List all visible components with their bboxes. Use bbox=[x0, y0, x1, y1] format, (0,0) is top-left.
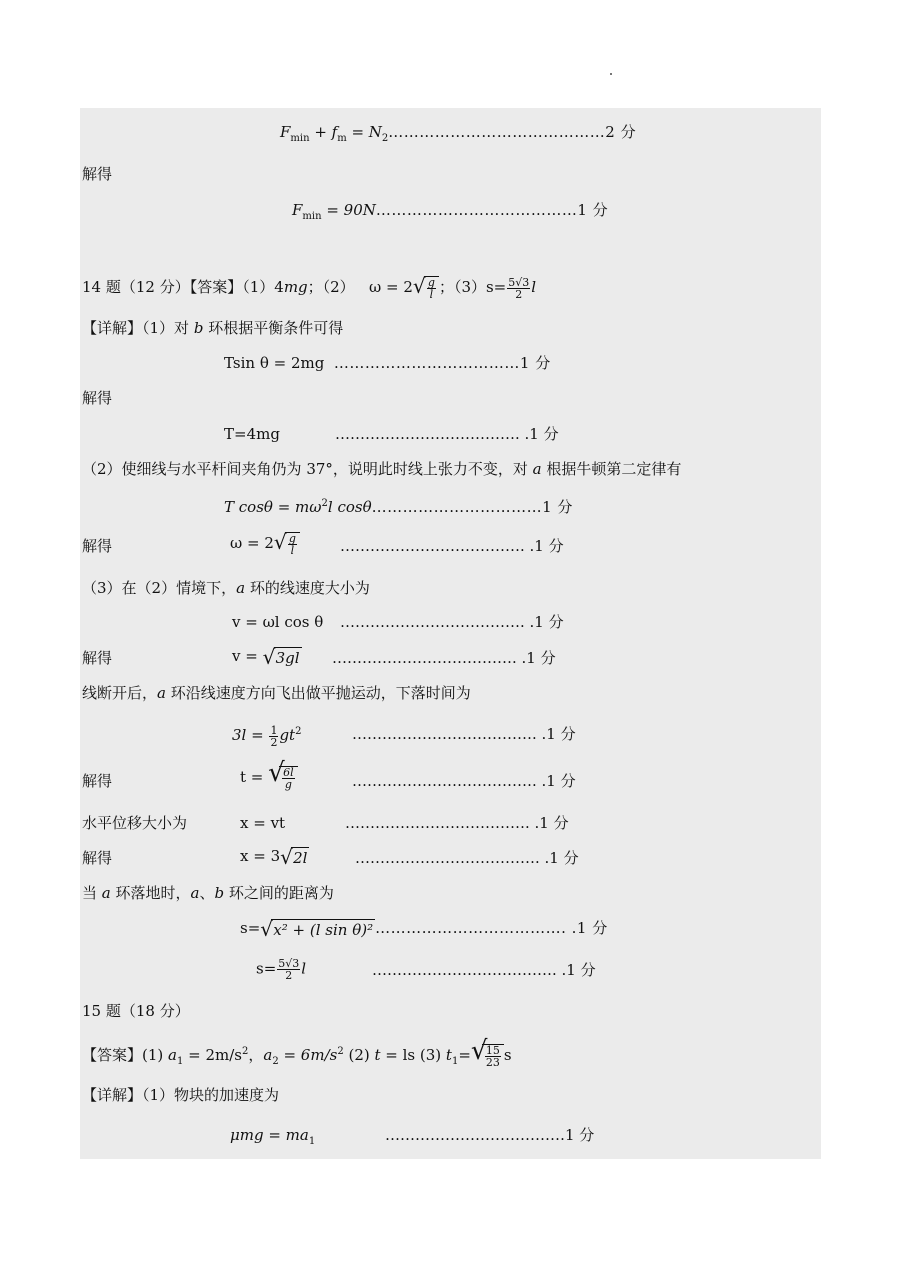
equation-s: s= √ x² + (l sin θ)² ………………………………. .1 分 bbox=[240, 916, 608, 941]
dots-x: ………………………………. .1 分 bbox=[355, 849, 579, 867]
dots-fall: ………………………………. .1 分 bbox=[352, 725, 576, 743]
equation-t: t = √ $\frac{6l}{g}$ bbox=[240, 766, 298, 790]
jiede-label: 解得 bbox=[82, 649, 113, 667]
jiede-label: 解得 bbox=[82, 165, 113, 183]
dots-s2: ………………………………. .1 分 bbox=[372, 961, 596, 979]
jiede-label: 解得 bbox=[82, 849, 113, 867]
equation-tsin: Tsin θ = 2mg ………………………………1 分 bbox=[224, 354, 551, 372]
detail-1: 【详解】（1）对 b 环根据平衡条件可得 bbox=[82, 319, 344, 337]
detail-15: 【详解】（1）物块的加速度为 bbox=[82, 1086, 280, 1104]
equation-fmin-fm: $F_{min} + f_m$ = $N_2\dots\dots\dots\dots\dots\dots\dots\dots\dots\dots\dots\dots\dots\dots 2$ 分 bbox=[280, 123, 637, 144]
part2-text: （2）使细线与水平杆间夹角仍为 37°，说明此时线上张力不变，对 a 根据牛顿第二定律有 bbox=[82, 460, 682, 478]
dots-v: ………………………………. .1 分 bbox=[340, 613, 564, 631]
equation-xvt: x = vt bbox=[240, 814, 286, 832]
answer-panel bbox=[80, 108, 821, 1159]
dots-omega: ………………………………. .1 分 bbox=[340, 537, 564, 555]
equation-s2: s= $\frac{5√3}{2}$ l bbox=[256, 957, 307, 982]
jiede-label: 解得 bbox=[82, 537, 113, 555]
dots-v3gl: ………………………………. .1 分 bbox=[332, 649, 556, 667]
jiede-label: 解得 bbox=[82, 772, 113, 790]
equation-v: v = ωl cos θ bbox=[232, 613, 324, 631]
q14-answer-heading: 14 题（12 分）【答案】（1）4mg；（2） ω = 2 √ $\frac{g}{l}$ ；（3）s= $\frac{5√3}{2}$ l bbox=[82, 274, 537, 301]
equation-tcos: T $\cos\theta = m\omega^2l$ cosθ……………………………1 分 bbox=[224, 498, 573, 516]
equation-v3gl: v = √ 3gl bbox=[232, 644, 300, 669]
q15-heading: 15 题（18 分） bbox=[82, 1002, 190, 1020]
break-text: 线断开后，a 环沿线速度方向飞出做平抛运动，下落时间为 bbox=[82, 684, 471, 702]
part3-text: （3）在（2）情境下，a 环的线速度大小为 bbox=[82, 579, 370, 597]
equation-t4mg: T=4mg bbox=[224, 425, 280, 443]
equation-fall: 3l = $\frac{1}{2}$ $gt^2$ bbox=[232, 723, 302, 749]
dots-t4mg: ………………………………. .1 分 bbox=[335, 425, 559, 443]
jiede-label: 解得 bbox=[82, 389, 113, 407]
horizontal-displacement-label: 水平位移大小为 bbox=[82, 814, 188, 832]
equation-omega: ω = 2 √ $\frac{g}{l}$ bbox=[230, 532, 300, 556]
equation-x: x = 3 √ 2l bbox=[240, 844, 308, 869]
q15-answer: 【答案】(1) $a_1 = 2m/s^2$，$a_2 = 6m/s^2$ (2) t = ls (3) $t_1=$ √ $\frac{15}{23}$ s bbox=[82, 1036, 512, 1069]
page-mark bbox=[610, 73, 612, 75]
landing-text: 当 a 环落地时，a、b 环之间的距离为 bbox=[82, 884, 334, 902]
dots-t: ………………………………. .1 分 bbox=[352, 772, 576, 790]
dots-mu: ………………………………1 分 bbox=[385, 1126, 595, 1144]
equation-mu: $\mu mg = ma_1$ bbox=[230, 1126, 316, 1147]
equation-fmin-result: $F_{min}$ = 90N…………………………………1 分 bbox=[292, 201, 609, 222]
dots-xvt: ………………………………. .1 分 bbox=[345, 814, 569, 832]
